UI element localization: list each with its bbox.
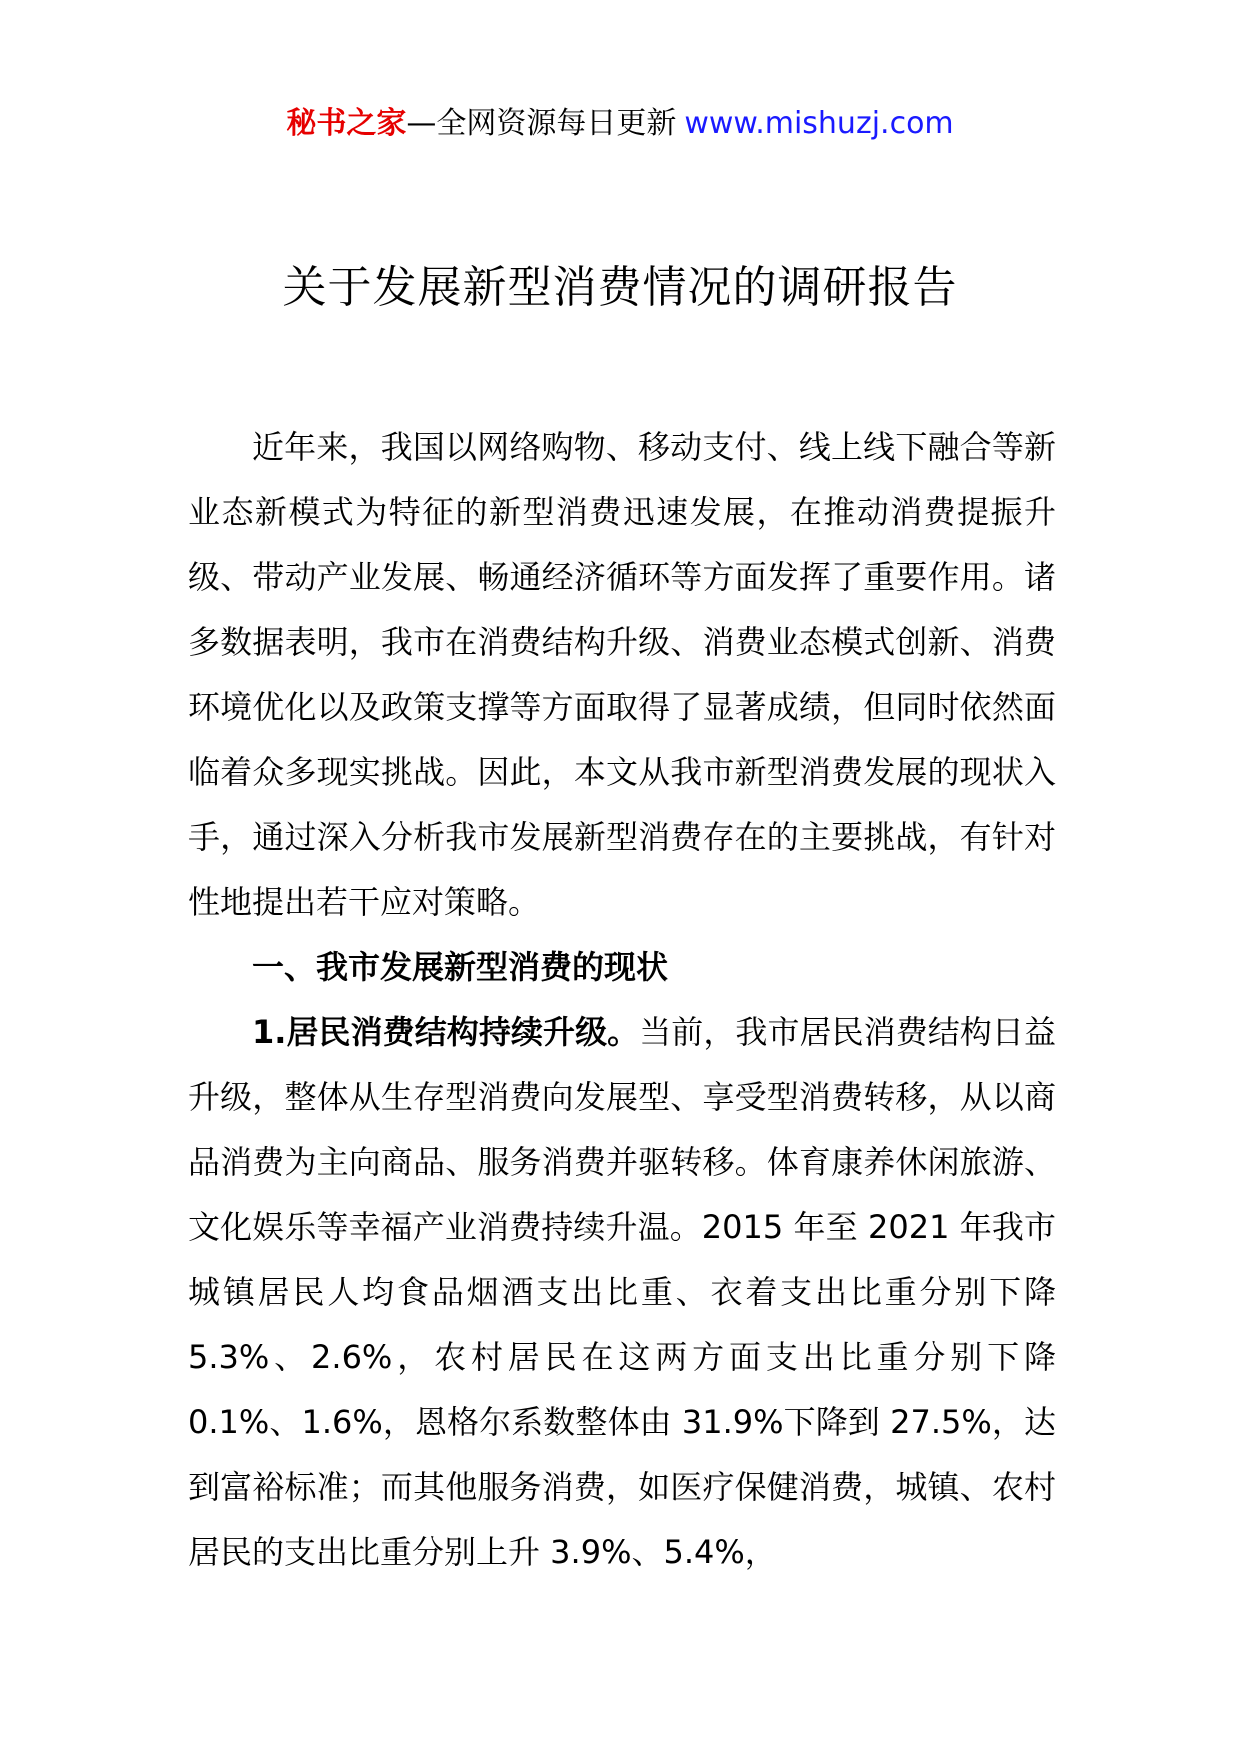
item-paragraph <box>188 1000 1056 1585</box>
document-title: 关于发展新型消费情况的调研报告 <box>282 262 958 313</box>
site-slogan: —全网资源每日更新 <box>406 106 677 141</box>
section-heading: 一、我市发展新型消费的现状 <box>252 948 669 986</box>
item-text: 当前，我市居民消费结构日益升级，整体从生存型消费向发展型、享受型消费转移，从以商品消费为主向商品、服务消费并驱转移。体育康养休闲旅游、文化娱乐等幸福产业消费持续升温。2015 年至 2021 年我市城镇居民人均食品烟酒支出比重、衣着支出比重分别下降 5.3%、2.6%，农村居民在这两方面支出比重分别下降 0.1%、1.6%，恩格尔系数整体由 31.9%下降到 27.5%，达到富裕标准；而其他服务消费，如医疗保健消费，城镇、农村居民的支出比重分别上升 3.9%、5.4%， <box>188 1013 1056 1571</box>
document-body <box>188 415 1056 1585</box>
item-lead: 1.居民消费结构持续升级。 <box>252 1013 640 1051</box>
site-brand: 秘书之家 <box>286 106 407 141</box>
intro-paragraph: 近年来，我国以网络购物、移动支付、线上线下融合等新业态新模式为特征的新型消费迅速发展，在推动消费提振升级、带动产业发展、畅通经济循环等方面发挥了重要作用。诸多数据表明，我市在消费结构升级、消费业态模式创新、消费环境优化以及政策支撑等方面取得了显著成绩，但同时依然面临着众多现实挑战。因此，本文从我市新型消费发展的现状入手，通过深入分析我市发展新型消费存在的主要挑战，有针对性地提出若干应对策略。 <box>188 428 1056 921</box>
site-url-link[interactable]: www.mishuzj.com <box>684 106 954 141</box>
site-header <box>0 100 1240 148</box>
